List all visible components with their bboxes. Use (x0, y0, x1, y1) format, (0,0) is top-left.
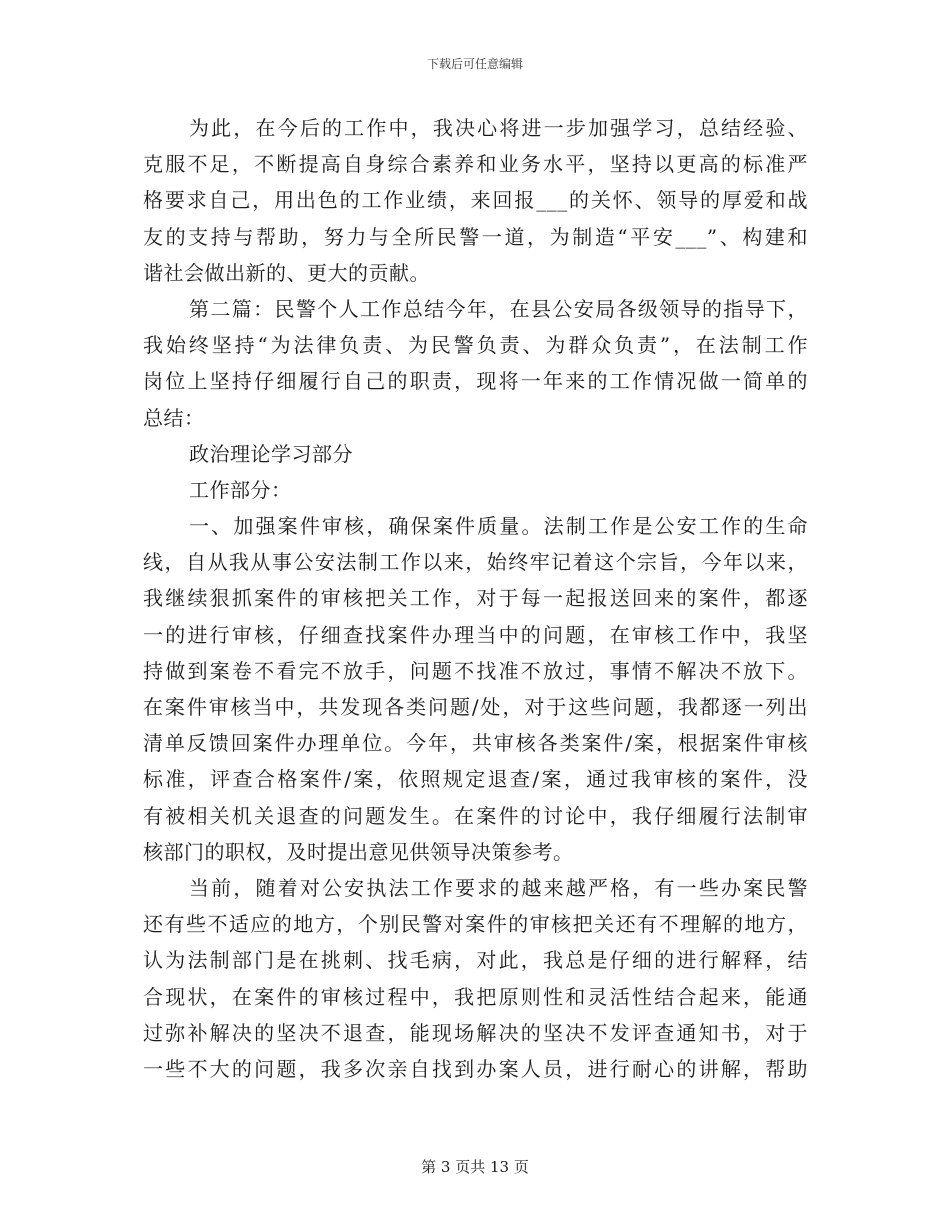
text-line: 合现状，在案件的审核过程中，我把原则性和灵活性结合起来，能通 (143, 984, 808, 1009)
text-line: 格要求自己，用出色的工作业绩，来回报___的关怀、领导的厚爱和战 (143, 188, 808, 213)
page-footer: 第 3 页共 13 页 (421, 1158, 529, 1176)
text-line: 清单反馈回案件办理单位。今年，共审核各类案件/案，根据案件审核 (143, 731, 808, 756)
document-body (143, 110, 808, 1087)
text-line: 我始终坚持“为法律负责、为民警负责、为群众负责”，在法制工作 (143, 333, 808, 358)
text-line: 当前，随着对公安执法工作要求的越来越严格，有一些办案民警 (189, 875, 808, 900)
text-line: 一的进行审核，仔细查找案件办理当中的问题，在审核工作中，我坚 (143, 622, 808, 647)
text-line: 核部门的职权，及时提出意见供领导决策参考。 (143, 839, 574, 864)
text-line: 第二篇：民警个人工作总结今年，在县公安局各级领导的指导下， (189, 296, 808, 321)
text-line: 我继续狠抓案件的审核把关工作，对于每一起报送回来的案件，都逐 (143, 586, 808, 611)
text-line: 岗位上坚持仔细履行自己的职责，现将一年来的工作情况做一简单的 (143, 369, 808, 394)
text-line: 克服不足，不断提高自身综合素养和业务水平，坚持以更高的标准严 (143, 152, 808, 177)
text-line: 谐社会做出新的、更大的贡献。 (143, 260, 430, 285)
text-line: 政治理论学习部分 (189, 441, 353, 466)
text-line: 持做到案卷不看完不放手，问题不找准不放过，事情不解决不放下。 (143, 658, 808, 683)
text-line: 还有些不适应的地方，个别民警对案件的审核把关还有不理解的地方， (143, 912, 808, 937)
text-line: 标准，评查合格案件/案，依照规定退查/案，通过我审核的案件，没 (143, 767, 808, 792)
page-header: 下载后可任意编辑 (426, 57, 523, 71)
text-line: 为此，在今后的工作中，我决心将进一步加强学习，总结经验、 (189, 116, 808, 140)
text-line: 过弥补解决的坚决不退查，能现场解决的坚决不发评查通知书，对于 (143, 1020, 808, 1045)
text-line: 一、加强案件审核，确保案件质量。法制工作是公安工作的生命 (189, 514, 808, 539)
text-line: 一些不大的问题，我多次亲自找到办案人员，进行耐心的讲解，帮助 (143, 1056, 808, 1081)
text-line: 工作部分： (189, 477, 292, 502)
text-line: 在案件审核当中，共发现各类问题/处，对于这些问题，我都逐一列出 (143, 695, 808, 719)
text-line: 线，自从我从事公安法制工作以来，始终牢记着这个宗旨，今年以来， (143, 550, 808, 575)
text-line: 友的支持与帮助，努力与全所民警一道，为制造“平安___”、构建和 (143, 224, 808, 249)
text-line: 有被相关机关退查的问题发生。在案件的讨论中，我仔细履行法制审 (143, 803, 808, 828)
text-line: 总结： (143, 405, 205, 430)
text-line: 认为法制部门是在挑刺、找毛病，对此，我总是仔细的进行解释，结 (143, 948, 808, 973)
